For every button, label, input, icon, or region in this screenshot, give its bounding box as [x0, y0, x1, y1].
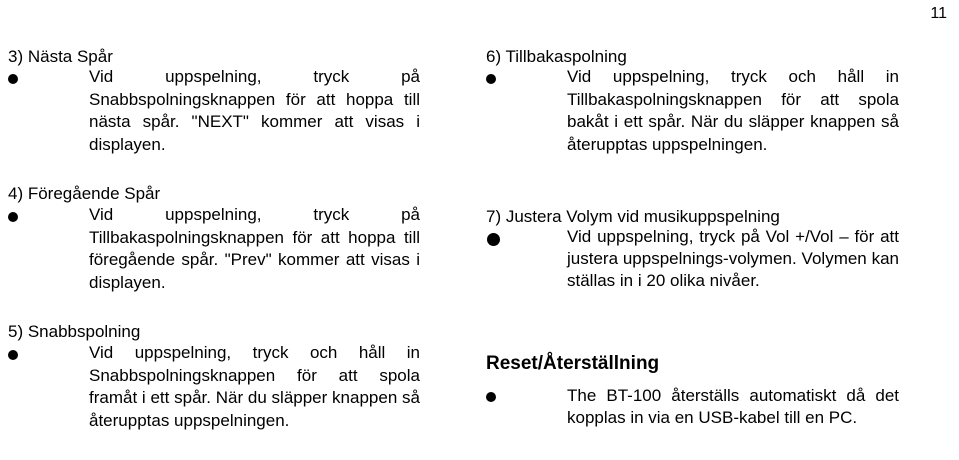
reset-section-text: The BT-100 återställs automatiskt då det kopplas in via en USB-kabel till en PC.: [567, 386, 899, 427]
bullet-icon: [487, 233, 500, 246]
bullet-icon: [486, 74, 496, 84]
reset-section-title: Reset/Återställning: [486, 353, 660, 374]
section-text-rewind: Vid uppspelning, tryck och håll in Tillbakaspolningsknappen för att spola bakåt i ett spår. När du släpper knappen så återupptas uppspelningen.: [567, 67, 899, 154]
section-heading-previous-track: 4) Föregående Spår: [8, 184, 161, 203]
section-text-previous-track: Vid uppspelning, tryck på Tillbakaspolningsknappen för att hoppa till föregående spår. "Prev" kommer att visas i displayen.: [89, 205, 420, 292]
section-heading-volume: 7) Justera Volym vid musikuppspelning: [486, 207, 780, 226]
page-number: 11: [930, 5, 947, 22]
section-heading-rewind: 6) Tillbakaspolning: [486, 47, 627, 66]
bullet-icon: [8, 350, 18, 360]
bullet-icon: [486, 392, 496, 402]
section-heading-next-track: 3) Nästa Spår: [8, 47, 113, 66]
bullet-icon: [8, 212, 18, 222]
section-text-fast-forward: Vid uppspelning, tryck och håll in Snabbspolningsknappen för att spola framåt i ett spår. När du släpper knappen så återupptas uppspelningen.: [89, 343, 420, 430]
section-text-volume: Vid uppspelning, tryck på Vol +/Vol – för att justera uppspelnings-volymen. Volymen kan ställas in i 20 olika nivåer.: [567, 227, 899, 290]
bullet-icon: [8, 74, 18, 84]
section-text-next-track: Vid uppspelning, tryck på Snabbspolningsknappen för att hoppa till nästa spår. "NEXT" kommer att visas i displayen.: [89, 67, 420, 154]
section-heading-fast-forward: 5) Snabbspolning: [8, 322, 141, 341]
